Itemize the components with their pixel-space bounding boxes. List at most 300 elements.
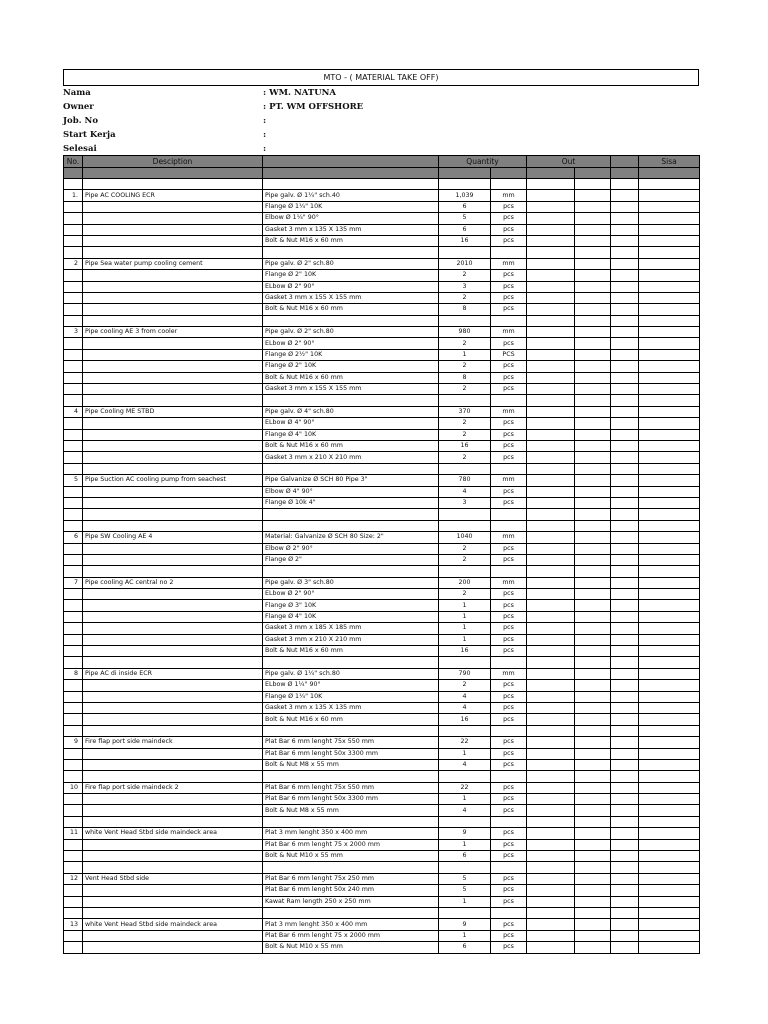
row-unit: mm <box>491 668 527 679</box>
table-row <box>64 668 700 679</box>
row-number <box>64 361 83 372</box>
row-number <box>64 942 83 953</box>
row-sisa <box>639 851 700 862</box>
row-spacer <box>611 304 639 315</box>
row-quantity: 2 <box>439 554 491 565</box>
empty-cell <box>491 725 527 736</box>
row-out <box>527 930 575 941</box>
row-description <box>83 794 263 805</box>
row-quantity: 2 <box>439 680 491 691</box>
empty-cell <box>575 862 611 873</box>
row-out-unit <box>575 782 611 793</box>
row-description <box>83 702 263 713</box>
row-material: Bolt & Nut M10 x 55 mm <box>263 942 439 953</box>
row-material: Flange Ø 2" <box>263 554 439 565</box>
row-number <box>64 623 83 634</box>
row-quantity: 2 <box>439 429 491 440</box>
row-sisa <box>639 885 700 896</box>
row-out-unit <box>575 554 611 565</box>
row-number: 8 <box>64 668 83 679</box>
row-unit <box>491 509 527 520</box>
row-sisa <box>639 839 700 850</box>
row-out-unit <box>575 372 611 383</box>
row-sisa <box>639 600 700 611</box>
row-sisa <box>639 406 700 417</box>
row-description <box>83 224 263 235</box>
spacer-row <box>64 816 700 827</box>
empty-cell <box>575 395 611 406</box>
row-out-unit <box>575 281 611 292</box>
empty-cell <box>491 816 527 827</box>
row-out <box>527 794 575 805</box>
row-number <box>64 794 83 805</box>
spacer-row <box>64 862 700 873</box>
table-row <box>64 794 700 805</box>
empty-cell <box>575 771 611 782</box>
row-out <box>527 702 575 713</box>
empty-cell <box>263 657 439 668</box>
row-material: Bolt & Nut M16 x 60 mm <box>263 440 439 451</box>
row-material: Plat 3 mm lenght 350 x 400 mm <box>263 919 439 930</box>
row-out-unit <box>575 213 611 224</box>
table-row <box>64 554 700 565</box>
empty-cell <box>64 520 83 531</box>
empty-cell <box>639 179 700 190</box>
row-out <box>527 828 575 839</box>
row-out <box>527 634 575 645</box>
empty-cell <box>611 725 639 736</box>
empty-cell <box>527 315 575 326</box>
row-description <box>83 600 263 611</box>
table-row <box>64 201 700 212</box>
empty-cell <box>83 315 263 326</box>
row-description <box>83 805 263 816</box>
row-quantity: 780 <box>439 475 491 486</box>
empty-cell <box>611 315 639 326</box>
table-row <box>64 475 700 486</box>
row-sisa <box>639 486 700 497</box>
row-out <box>527 554 575 565</box>
table-row <box>64 543 700 554</box>
row-quantity: 2010 <box>439 258 491 269</box>
row-spacer <box>611 873 639 884</box>
row-spacer <box>611 942 639 953</box>
row-material: Pipe galv. Ø 2" sch.80 <box>263 258 439 269</box>
row-spacer <box>611 543 639 554</box>
empty-cell <box>64 657 83 668</box>
row-out-unit <box>575 805 611 816</box>
row-unit: pcs <box>491 759 527 770</box>
row-number <box>64 600 83 611</box>
row-out-unit <box>575 497 611 508</box>
empty-cell <box>575 725 611 736</box>
row-number <box>64 805 83 816</box>
column-header-quantity: Quantity <box>439 156 527 168</box>
row-spacer <box>611 577 639 588</box>
row-spacer <box>611 406 639 417</box>
empty-cell <box>491 395 527 406</box>
row-material: Plat Bar 6 mm lenght 75x 550 mm <box>263 737 439 748</box>
table-row <box>64 361 700 372</box>
row-number: 4 <box>64 406 83 417</box>
empty-cell <box>527 463 575 474</box>
row-description <box>83 418 263 429</box>
row-quantity: 4 <box>439 691 491 702</box>
row-out-unit <box>575 190 611 201</box>
table-row <box>64 828 700 839</box>
table-row <box>64 281 700 292</box>
row-quantity: 2 <box>439 338 491 349</box>
empty-cell <box>83 247 263 258</box>
row-quantity: 790 <box>439 668 491 679</box>
empty-cell <box>611 862 639 873</box>
row-material: Pipe galv. Ø 4" sch.80 <box>263 406 439 417</box>
row-sisa <box>639 737 700 748</box>
row-sisa <box>639 702 700 713</box>
row-out <box>527 691 575 702</box>
row-quantity: 1 <box>439 748 491 759</box>
table-row <box>64 748 700 759</box>
empty-cell <box>639 463 700 474</box>
row-material: Bolt & Nut M16 x 60 mm <box>263 304 439 315</box>
row-out <box>527 623 575 634</box>
empty-cell <box>575 908 611 919</box>
row-description: Pipe SW Cooling AE 4 <box>83 532 263 543</box>
row-sisa <box>639 270 700 281</box>
row-material: Bolt & Nut M10 x 55 mm <box>263 851 439 862</box>
row-out <box>527 270 575 281</box>
row-number: 13 <box>64 919 83 930</box>
empty-cell <box>263 725 439 736</box>
empty-cell <box>575 315 611 326</box>
row-sisa <box>639 589 700 600</box>
row-description <box>83 543 263 554</box>
row-quantity: 8 <box>439 304 491 315</box>
row-out-unit <box>575 759 611 770</box>
row-sisa <box>639 201 700 212</box>
row-out <box>527 497 575 508</box>
row-out <box>527 452 575 463</box>
table-row <box>64 611 700 622</box>
row-quantity: 1 <box>439 349 491 360</box>
row-out-unit <box>575 258 611 269</box>
info-label: Owner <box>63 102 94 112</box>
row-out-unit <box>575 418 611 429</box>
row-out-unit <box>575 440 611 451</box>
row-spacer <box>611 338 639 349</box>
row-sisa <box>639 224 700 235</box>
row-number <box>64 338 83 349</box>
row-out-unit <box>575 611 611 622</box>
empty-cell <box>263 771 439 782</box>
row-spacer <box>611 702 639 713</box>
row-quantity: 2 <box>439 270 491 281</box>
row-sisa <box>639 429 700 440</box>
empty-cell <box>64 395 83 406</box>
empty-cell <box>64 816 83 827</box>
row-quantity: 2 <box>439 418 491 429</box>
row-out <box>527 589 575 600</box>
table-row <box>64 384 700 395</box>
empty-cell <box>83 566 263 577</box>
row-quantity: 1 <box>439 634 491 645</box>
row-material: Plat Bar 6 mm lenght 75 x 2000 mm <box>263 930 439 941</box>
material-table <box>63 155 700 954</box>
row-material: Gasket 3 mm x 185 X 185 mm <box>263 623 439 634</box>
row-material: Gasket 3 mm x 155 X 155 mm <box>263 384 439 395</box>
row-material: Gasket 3 mm x 135 X 135 mm <box>263 702 439 713</box>
empty-cell <box>439 463 491 474</box>
row-material: Bolt & Nut M16 x 60 mm <box>263 372 439 383</box>
row-out-unit <box>575 691 611 702</box>
row-out-unit <box>575 327 611 338</box>
row-description: white Vent Head Stbd side maindeck area <box>83 828 263 839</box>
sheet-title: MTO - ( MATERIAL TAKE OFF) <box>63 69 699 86</box>
row-unit: pcs <box>491 805 527 816</box>
row-material: ELbow Ø 2" 90° <box>263 281 439 292</box>
row-out-unit <box>575 737 611 748</box>
row-out-unit <box>575 304 611 315</box>
spacer-row <box>64 395 700 406</box>
row-out <box>527 919 575 930</box>
row-unit: mm <box>491 406 527 417</box>
row-out <box>527 885 575 896</box>
row-spacer <box>611 486 639 497</box>
table-row <box>64 680 700 691</box>
row-spacer <box>611 224 639 235</box>
empty-cell <box>639 908 700 919</box>
empty-cell <box>64 315 83 326</box>
empty-cell <box>639 315 700 326</box>
row-quantity: 200 <box>439 577 491 588</box>
row-number <box>64 429 83 440</box>
row-out-unit <box>575 349 611 360</box>
empty-cell <box>527 657 575 668</box>
row-out <box>527 873 575 884</box>
row-spacer <box>611 611 639 622</box>
empty-cell <box>64 862 83 873</box>
row-out-unit <box>575 600 611 611</box>
table-row <box>64 600 700 611</box>
info-label: Nama <box>63 88 91 98</box>
row-quantity: 4 <box>439 702 491 713</box>
row-unit: pcs <box>491 748 527 759</box>
row-sisa <box>639 440 700 451</box>
row-material: Plat Bar 6 mm lenght 50x 240 mm <box>263 885 439 896</box>
column-header-description: Desciption <box>83 156 263 168</box>
row-description <box>83 714 263 725</box>
empty-cell <box>611 179 639 190</box>
row-spacer <box>611 805 639 816</box>
row-out-unit <box>575 896 611 907</box>
row-number <box>64 292 83 303</box>
row-out <box>527 759 575 770</box>
row-unit: pcs <box>491 851 527 862</box>
row-description: Pipe Cooling ME STBD <box>83 406 263 417</box>
row-number <box>64 634 83 645</box>
row-material: Pipe galv. Ø 2" sch.80 <box>263 327 439 338</box>
empty-cell <box>575 657 611 668</box>
row-out <box>527 896 575 907</box>
row-quantity: 1040 <box>439 532 491 543</box>
row-out <box>527 942 575 953</box>
row-description <box>83 748 263 759</box>
row-material: Bolt & Nut M16 x 60 mm <box>263 235 439 246</box>
row-out-unit <box>575 452 611 463</box>
row-out <box>527 714 575 725</box>
row-description <box>83 270 263 281</box>
row-sisa <box>639 577 700 588</box>
row-description <box>83 440 263 451</box>
row-out-unit <box>575 646 611 657</box>
row-quantity: 1 <box>439 794 491 805</box>
row-number: 12 <box>64 873 83 884</box>
row-material: Plat Bar 6 mm lenght 75x 250 mm <box>263 873 439 884</box>
row-unit: mm <box>491 475 527 486</box>
empty-cell <box>263 247 439 258</box>
spacer-row <box>64 520 700 531</box>
info-value: : <box>263 130 267 140</box>
row-quantity: 16 <box>439 714 491 725</box>
row-out-unit <box>575 338 611 349</box>
row-quantity: 2 <box>439 543 491 554</box>
row-material: Bolt & Nut M8 x 55 mm <box>263 805 439 816</box>
info-row-start-kerja <box>63 128 699 142</box>
spacer-row <box>64 315 700 326</box>
row-quantity: 370 <box>439 406 491 417</box>
row-out <box>527 532 575 543</box>
row-description <box>83 304 263 315</box>
empty-cell <box>491 657 527 668</box>
empty-cell <box>439 566 491 577</box>
empty-cell <box>64 725 83 736</box>
row-out <box>527 839 575 850</box>
row-out <box>527 213 575 224</box>
row-material: Flange Ø 2" 10K <box>263 270 439 281</box>
row-out <box>527 327 575 338</box>
table-row <box>64 759 700 770</box>
row-unit: pcs <box>491 304 527 315</box>
row-unit: pcs <box>491 623 527 634</box>
row-spacer <box>611 759 639 770</box>
info-value: : <box>263 144 267 154</box>
row-sisa <box>639 930 700 941</box>
row-number <box>64 281 83 292</box>
row-out-unit <box>575 475 611 486</box>
empty-cell <box>439 395 491 406</box>
row-spacer <box>611 589 639 600</box>
row-description: Pipe AC COOLING ECR <box>83 190 263 201</box>
row-unit: pcs <box>491 440 527 451</box>
table-row <box>64 577 700 588</box>
row-sisa <box>639 668 700 679</box>
row-out-unit <box>575 509 611 520</box>
row-out <box>527 304 575 315</box>
row-out <box>527 611 575 622</box>
table-row <box>64 213 700 224</box>
row-spacer <box>611 475 639 486</box>
row-description: Pipe Sea water pump cooling cement <box>83 258 263 269</box>
row-unit: pcs <box>491 486 527 497</box>
row-sisa <box>639 190 700 201</box>
row-material: Pipe galv. Ø 1¼" sch.80 <box>263 668 439 679</box>
empty-cell <box>83 771 263 782</box>
row-unit: pcs <box>491 372 527 383</box>
row-quantity: 2 <box>439 361 491 372</box>
empty-cell <box>439 862 491 873</box>
empty-cell <box>263 816 439 827</box>
table-row <box>64 919 700 930</box>
row-out-unit <box>575 839 611 850</box>
table-row <box>64 270 700 281</box>
row-unit: pcs <box>491 828 527 839</box>
row-unit: mm <box>491 258 527 269</box>
empty-cell <box>639 862 700 873</box>
row-out-unit <box>575 429 611 440</box>
row-unit: pcs <box>491 543 527 554</box>
row-out <box>527 577 575 588</box>
row-sisa <box>639 304 700 315</box>
row-number <box>64 839 83 850</box>
row-spacer <box>611 930 639 941</box>
table-row <box>64 851 700 862</box>
row-quantity: 5 <box>439 873 491 884</box>
row-description <box>83 497 263 508</box>
row-sisa <box>639 805 700 816</box>
info-value: : <box>263 116 267 126</box>
row-unit: pcs <box>491 794 527 805</box>
column-header-material <box>263 156 439 168</box>
row-spacer <box>611 384 639 395</box>
row-number <box>64 759 83 770</box>
info-label: Job. No <box>63 116 98 126</box>
row-material: Bolt & Nut M8 x 55 mm <box>263 759 439 770</box>
row-out-unit <box>575 235 611 246</box>
row-description <box>83 623 263 634</box>
empty-cell <box>639 725 700 736</box>
spacer-row <box>64 179 700 190</box>
row-unit: pcs <box>491 885 527 896</box>
empty-cell <box>639 771 700 782</box>
table-row <box>64 873 700 884</box>
row-spacer <box>611 600 639 611</box>
row-spacer <box>611 634 639 645</box>
row-spacer <box>611 680 639 691</box>
row-number <box>64 372 83 383</box>
spacer-row <box>64 771 700 782</box>
row-material: ELbow Ø 1¼" 90° <box>263 680 439 691</box>
empty-cell <box>611 657 639 668</box>
row-quantity: 1 <box>439 611 491 622</box>
row-spacer <box>611 839 639 850</box>
row-out-unit <box>575 270 611 281</box>
row-quantity: 2 <box>439 384 491 395</box>
row-number <box>64 304 83 315</box>
empty-cell <box>575 520 611 531</box>
row-out <box>527 338 575 349</box>
table-row <box>64 224 700 235</box>
row-out <box>527 190 575 201</box>
row-unit: pcs <box>491 338 527 349</box>
row-sisa <box>639 235 700 246</box>
info-row-selesai <box>63 142 699 156</box>
row-number <box>64 235 83 246</box>
row-quantity: 5 <box>439 213 491 224</box>
row-out <box>527 418 575 429</box>
row-out <box>527 349 575 360</box>
row-description: Pipe cooling AC central no 2 <box>83 577 263 588</box>
column-header-out: Out <box>527 156 611 168</box>
